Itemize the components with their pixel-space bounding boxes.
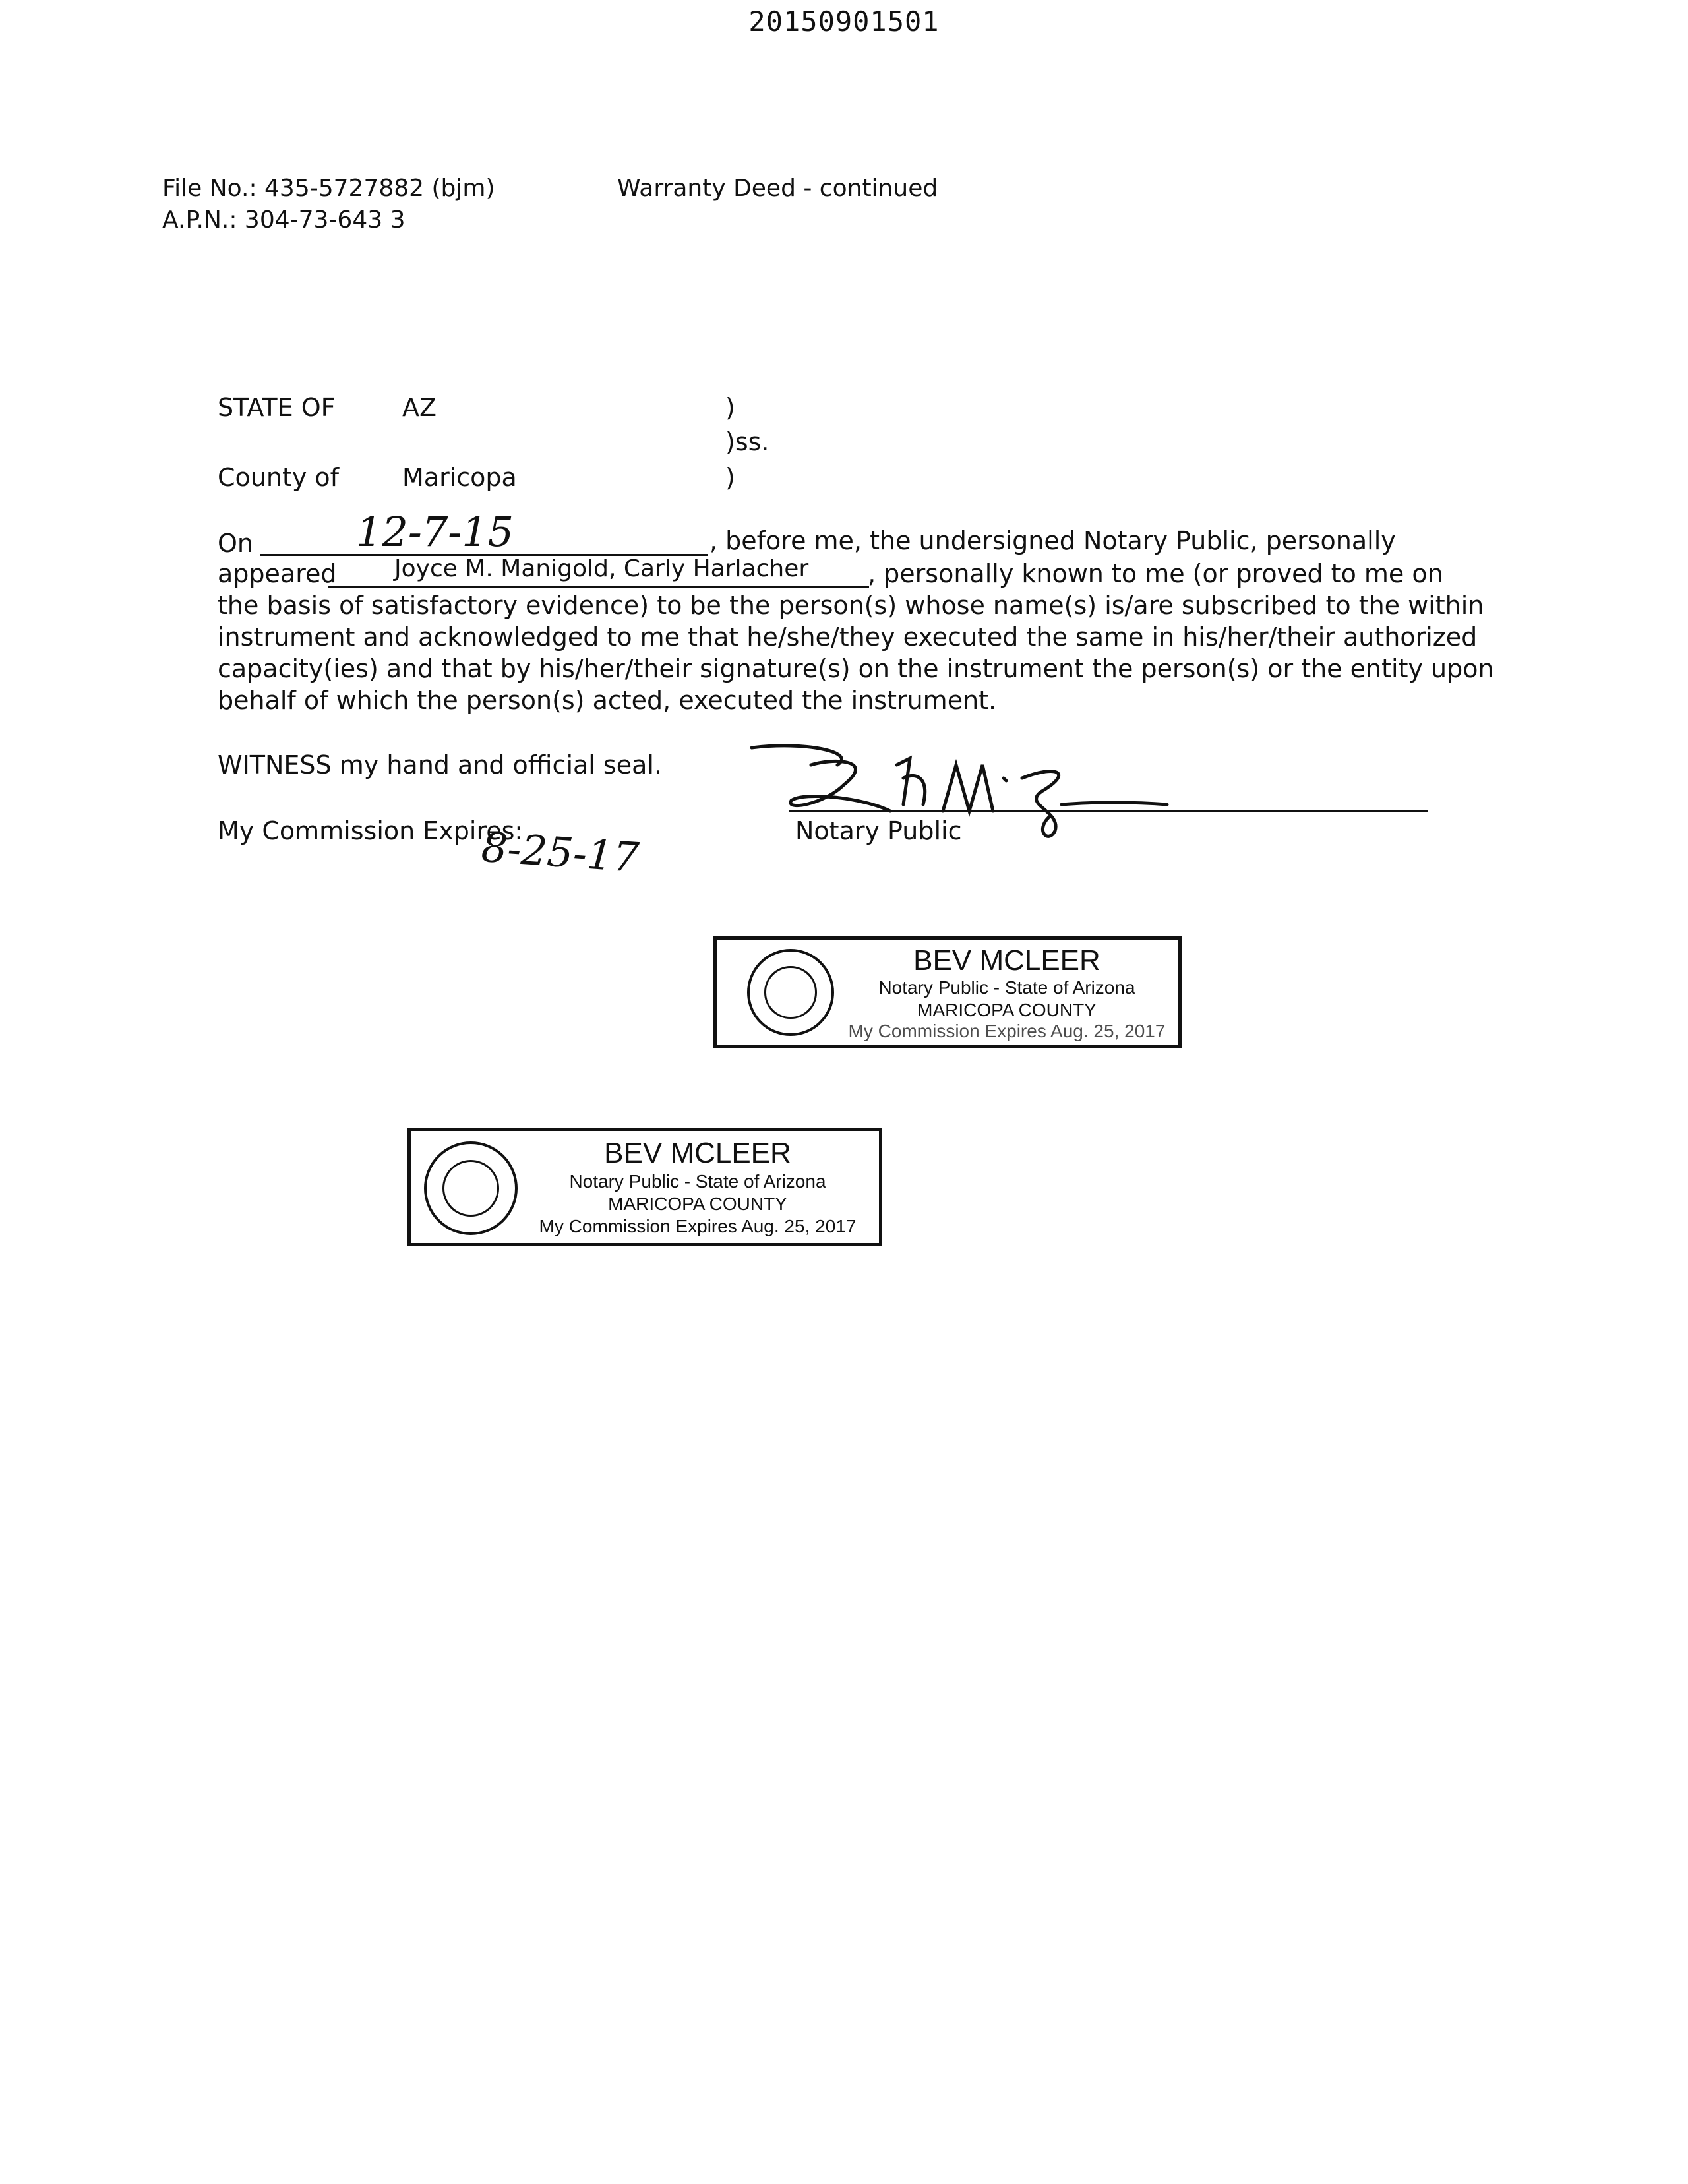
commission-label: My Commission Expires: (218, 816, 524, 845)
stamp-1-name: BEV MCLEER (913, 944, 1100, 977)
arizona-seal-icon (424, 1141, 518, 1235)
stamp-2-name: BEV MCLEER (604, 1137, 791, 1169)
state-value: AZ (402, 393, 437, 422)
appeared-names: Joyce M. Manigold, Carly Harlacher (394, 555, 809, 582)
ack-line-1: the basis of satisfactory evidence) to be the person(s) whose name(s) is/are subscribed to the within (218, 591, 1484, 620)
file-number: File No.: 435-5727882 (bjm) (162, 175, 495, 202)
ack-line-4: behalf of which the person(s) acted, executed the instrument. (218, 686, 997, 715)
stamp-1-county: MARICOPA COUNTY (917, 1000, 1097, 1020)
stamp-2-expires: My Commission Expires Aug. 25, 2017 (539, 1216, 857, 1236)
venue-paren-open: ) (725, 393, 735, 422)
stamp-1-expires: My Commission Expires Aug. 25, 2017 (848, 1021, 1166, 1041)
notary-stamp-1 (713, 936, 1182, 1048)
handwritten-commission-date: 8-25-17 (479, 822, 641, 882)
stamp-2-county: MARICOPA COUNTY (608, 1194, 787, 1214)
ack-line-2: instrument and acknowledged to me that he/she/they executed the same in his/her/their authorized (218, 622, 1478, 652)
appeared-label: appeared (218, 559, 337, 588)
apn-number: A.P.N.: 304-73-643 3 (162, 206, 406, 233)
document-title: Warranty Deed - continued (617, 175, 938, 202)
after-names-text: , personally known to me (or proved to me on (868, 559, 1443, 588)
state-label: STATE OF (218, 393, 336, 422)
county-value: Maricopa (402, 463, 517, 492)
ack-line-3: capacity(ies) and that by his/her/their signature(s) on the instrument the person(s) or the entity upon (218, 654, 1494, 683)
notary-public-label: Notary Public (795, 816, 962, 845)
witness-text: WITNESS my hand and official seal. (218, 750, 663, 779)
on-label: On (218, 529, 253, 558)
handwritten-date: 12-7-15 (356, 508, 514, 556)
names-fill-line (328, 586, 869, 588)
arizona-seal-icon (747, 949, 834, 1036)
stamp-2-title: Notary Public - State of Arizona (569, 1171, 826, 1192)
stamp-1-title: Notary Public - State of Arizona (878, 977, 1135, 998)
after-date-text: , before me, the undersigned Notary Public, personally (709, 526, 1396, 555)
document-number: 20150901501 (748, 5, 940, 38)
venue-ss: )ss. (725, 427, 769, 456)
notary-stamp-2 (407, 1128, 882, 1246)
county-label: County of (218, 463, 340, 492)
venue-paren-close: ) (725, 463, 735, 492)
